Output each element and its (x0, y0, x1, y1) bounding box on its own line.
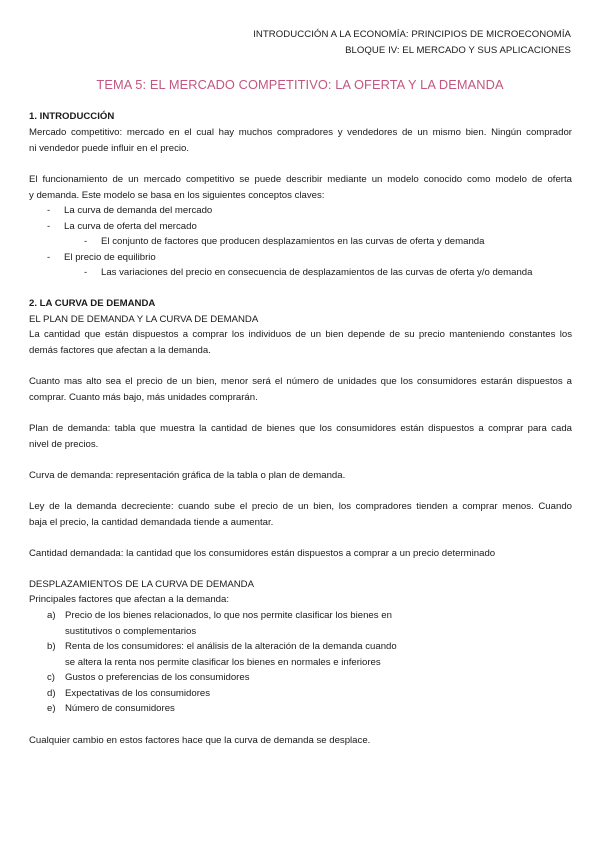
paragraph-line: Plan de demanda: tabla que muestra la cantidad de bienes que los consumidores están dispuestos a comprar para cada (29, 423, 572, 434)
bullet-dash: - (84, 236, 88, 247)
list-item: Gustos o preferencias de los consumidores (65, 672, 250, 683)
paragraph-line: Principales factores que afectan a la demanda: (29, 594, 229, 605)
list-item: La curva de demanda del mercado (64, 205, 213, 216)
list-marker: d) (47, 688, 56, 699)
paragraph-line: Mercado competitivo: mercado en el cual hay muchos compradores y vendedores de un mismo bien. Ningún comprador (29, 127, 572, 138)
list-item: El precio de equilibrio (64, 252, 156, 263)
list-item: Las variaciones del precio en consecuencia de desplazamientos de las curvas de oferta y/o demanda (101, 267, 533, 278)
paragraph-line: La cantidad que están dispuestos a comprar los individuos de un bien depende de su precio manteniendo constantes los (29, 329, 572, 340)
paragraph-line: ni vendedor puede influir en el precio. (29, 143, 190, 154)
paragraph-line: Cualquier cambio en estos factores hace que la curva de demanda se desplace. (29, 735, 371, 746)
bullet-dash: - (47, 252, 51, 263)
list-marker: e) (47, 703, 56, 714)
header-course: INTRODUCCIÓN A LA ECONOMÍA: PRINCIPIOS DE MICROECONOMÍA (253, 29, 571, 40)
paragraph-line: comprar. Cuanto más bajo, más unidades comprarán. (29, 392, 258, 403)
list-item: Renta de los consumidores: el análisis de la alteración de la demanda cuando (65, 641, 397, 652)
header-block: BLOQUE IV: EL MERCADO Y SUS APLICACIONES (345, 45, 571, 56)
list-item: El conjunto de factores que producen desplazamientos en las curvas de oferta y demanda (101, 236, 485, 247)
list-item: Precio de los bienes relacionados, lo que nos permite clasificar los bienes en (65, 610, 392, 621)
paragraph-line: Curva de demanda: representación gráfica de la tabla o plan de demanda. (29, 470, 346, 481)
list-item: La curva de oferta del mercado (64, 221, 197, 232)
list-marker: c) (47, 672, 55, 683)
paragraph-line: y demanda. Este modelo se basa en los siguientes conceptos claves: (29, 190, 325, 201)
bullet-dash: - (47, 221, 51, 232)
list-item: sustitutivos o complementarios (65, 626, 197, 637)
list-item: Expectativas de los consumidores (65, 688, 211, 699)
subsection-heading: DESPLAZAMIENTOS DE LA CURVA DE DEMANDA (29, 579, 254, 590)
list-item: se altera la renta nos permite clasificar los bienes en normales e inferiores (65, 657, 381, 668)
paragraph-line: demás factores que afectan a la demanda. (29, 345, 211, 356)
paragraph-line: Ley de la demanda decreciente: cuando sube el precio de un bien, los compradores tienden a comprar menos. Cuando (29, 501, 572, 512)
page-title: TEMA 5: EL MERCADO COMPETITIVO: LA OFERTA Y LA DEMANDA (96, 77, 504, 92)
paragraph-line: baja el precio, la cantidad demandada tiende a aumentar. (29, 517, 274, 528)
subsection-heading: EL PLAN DE DEMANDA Y LA CURVA DE DEMANDA (29, 314, 259, 325)
paragraph-line: El funcionamiento de un mercado competitivo se puede describir mediante un modelo conocido como modelo de oferta (29, 174, 572, 185)
paragraph-line: Cantidad demandada: la cantidad que los consumidores están dispuestos a comprar a un precio determinado (29, 548, 496, 559)
list-marker: a) (47, 610, 56, 621)
paragraph-line: Cuanto mas alto sea el precio de un bien, menor será el número de unidades que los consumidores estarán dispuestos a (29, 376, 572, 387)
paragraph-line: nivel de precios. (29, 439, 99, 450)
list-marker: b) (47, 641, 56, 652)
list-item: Número de consumidores (65, 703, 175, 714)
section-heading-demand-curve: 2. LA CURVA DE DEMANDA (29, 298, 156, 309)
bullet-dash: - (84, 267, 88, 278)
bullet-dash: - (47, 205, 51, 216)
section-heading-intro: 1. INTRODUCCIÓN (29, 111, 115, 122)
